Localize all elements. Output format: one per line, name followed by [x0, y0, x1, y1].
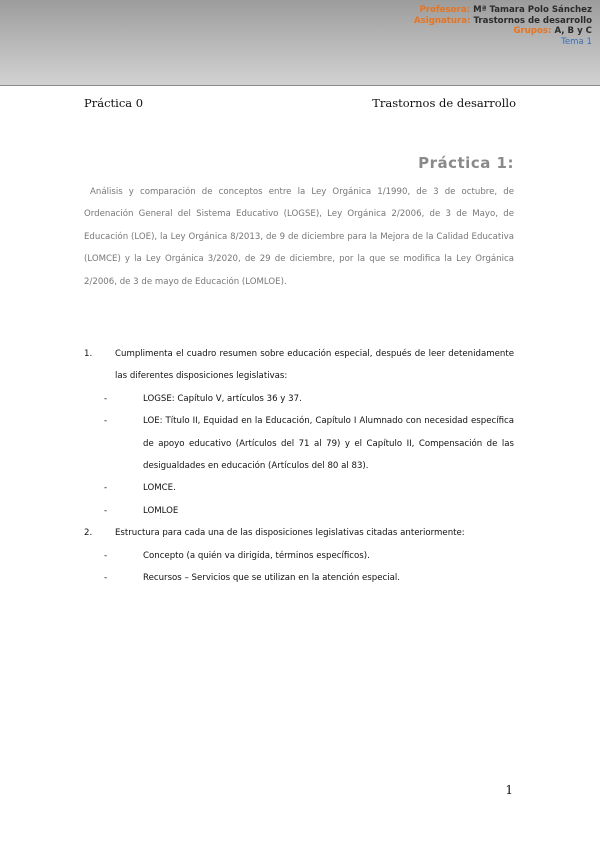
sub-item [84, 545, 514, 567]
task-list [84, 343, 514, 589]
task-number: 2. [84, 528, 93, 539]
sub-item [84, 477, 514, 499]
page-number: 1 [505, 783, 513, 797]
task-text: Cumplimenta el cuadro resumen sobre educación especial, después de leer detenidamente las diferentes disposiciones legislativas: [115, 349, 514, 382]
subject-name: Trastornos de desarrollo [473, 15, 592, 26]
running-header-left: Práctica 0 [84, 96, 144, 110]
intro-paragraph: Análisis y comparación de conceptos entre la Ley Orgánica 1/1990, de 3 de octubre, de Ordenación General del Sistema Educativo (LOGSE), Ley Orgánica 2/2006, de 3 de Mayo, de Educación (LOE), la Ley Orgánica 8/2013, de 9 de diciembre para la Mejora de la Calidad Educativa (LOMCE) y la Ley Orgánica 3/2020, de 29 de diciembre, por la que se modifica la Ley Orgánica 2/2006, de 3 de mayo de Educación (LOMLOE). [84, 187, 514, 287]
teacher-label: Profesora: [419, 5, 471, 15]
dash-bullet: - [104, 550, 108, 561]
subject-line [414, 16, 592, 27]
practice-title: Práctica 1: [418, 154, 514, 172]
subject-label: Asignatura: [414, 15, 471, 26]
course-info [414, 5, 592, 47]
unit-label: Tema 1 [561, 36, 592, 47]
dash-bullet: - [104, 393, 108, 404]
sub-item [84, 388, 514, 410]
groups-line [414, 26, 592, 37]
sub-item-text: LOMCE. [143, 483, 176, 494]
sub-item-text: Concepto (a quién va dirigida, términos específicos). [143, 550, 370, 561]
sub-item [84, 567, 514, 589]
sub-item-text: LOE: Título II, Equidad en la Educación, Capítulo I Alumnado con necesidad específica de apoyo educativo (Artículos del 71 al 79) y el Capítulo II, Compensación de las desigualdades en educación (Artículos del 80 al 83). [143, 416, 514, 472]
dash-bullet: - [104, 483, 108, 494]
running-header-right: Trastornos de desarrollo [372, 96, 516, 110]
task-item [84, 343, 514, 388]
sub-item-text: Recursos – Servicios que se utilizan en la atención especial. [143, 573, 401, 584]
header-banner [0, 0, 600, 86]
groups-value: A, B y C [554, 26, 592, 36]
dash-bullet: - [104, 573, 108, 584]
sub-item [84, 500, 514, 522]
dash-bullet: - [104, 505, 108, 516]
teacher-line [414, 5, 592, 16]
sub-item [84, 410, 514, 477]
groups-label: Grupos: [513, 26, 552, 36]
sub-item-text: LOMLOE [143, 505, 179, 516]
task-number: 1. [84, 349, 93, 359]
dash-bullet: - [104, 416, 108, 427]
task-item [84, 522, 514, 544]
task-text: Estructura para cada una de las disposiciones legislativas citadas anteriormente: [115, 528, 465, 539]
teacher-name: Mª Tamara Polo Sánchez [473, 5, 592, 15]
sub-item-text: LOGSE: Capítulo V, artículos 36 y 37. [143, 393, 302, 404]
